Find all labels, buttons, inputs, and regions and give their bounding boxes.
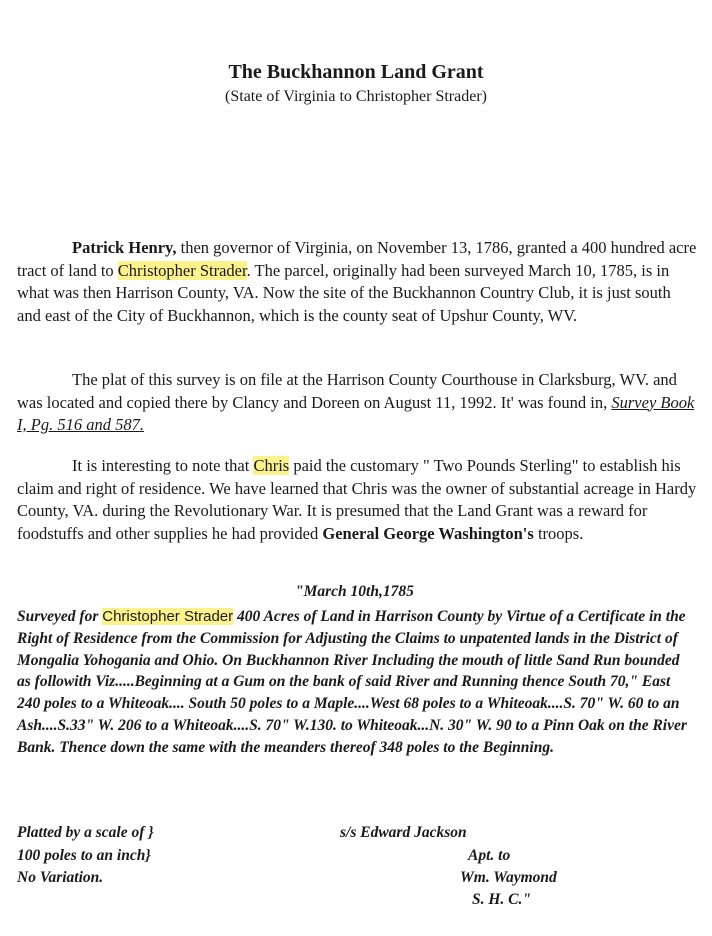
washington-name: General George Washington's — [322, 523, 534, 543]
quote-date: "March 10th,1785 — [295, 583, 414, 600]
page-title: The Buckhannon Land Grant — [228, 61, 484, 83]
signature-right-line-3: Wm. Waymond — [460, 869, 557, 886]
paragraph-text: paid the customary " Two Pounds Sterling" to establish his claim and right of residence. We have learned that Chris was the owner of substantial acreage in Hardy County, VA. during the Revolutionary War. It is presumed that the Land Grant was a reward for foodstuffs and other supplies he had provided — [17, 456, 697, 543]
signature-right-line-4: S. H. C." — [472, 891, 531, 908]
signature-left-line-3: No Variation. — [17, 869, 104, 886]
highlighted-name: Chris — [253, 456, 290, 475]
signature-left-line-2: 100 poles to an inch} — [17, 847, 151, 864]
paragraph-interesting — [17, 455, 697, 545]
paragraph-grant — [17, 237, 697, 327]
paragraph-text: troops. — [533, 523, 584, 543]
survey-book-reference: Survey Book I, Pg. 516 and 587. — [17, 392, 695, 434]
page-subtitle: (State of Virginia to Christopher Strader) — [225, 88, 487, 105]
signature-left-line-1: Platted by a scale of } — [17, 824, 154, 841]
paragraph-text: then governor of Virginia, on November 13, 1786, granted a 400 hundred acre tract of land to — [17, 238, 697, 280]
paragraph-text: The plat of this survey is on file at the Harrison County Courthouse in Clarksburg, WV. and was located and copied there by Clancy and Doreen on August 11, 1992. It' was found in, — [17, 370, 677, 412]
paragraph-text: . The parcel, originally had been surveyed March 10, 1785, is in what was then Harrison County, VA. Now the site of the Buckhannon Country Club, it is just south and east of the City of Buckhannon, which is the county seat of Upshur County, WV. — [17, 260, 671, 325]
paragraph-text: It is interesting to note that — [72, 456, 254, 475]
highlighted-name: Christopher Strader — [117, 260, 247, 280]
quote-text: 400 Acres of Land in Harrison County by Virtue of a Certificate in the Right of Residence from the Commission for Adjusting the Claims to unpatented lands in the District of Mongalia Yohogania and Ohio. On Buckhannon River Including the mouth of little Sand Run bounded as followith Viz.....Beginning at a Gum on the bank of said River and Running thence South 70," East 240 poles to a Whiteoak.... South 50 poles to a Maple....West 68 poles to a Whiteoak....S. 70" W. 60 to an Ash....S.33" W. 206 to a Whiteoak....S. 70" W.130. to Whiteoak...N. 30" W. 90 to a Pinn Oak on the River Bank. Thence down the same with the meanders thereof 348 poles to the Beginning. — [17, 608, 687, 756]
signature-right-line-2: Apt. to — [468, 847, 511, 864]
patrick-henry-name: Patrick Henry, — [72, 238, 177, 257]
signature-right-line-1: s/s Edward Jackson — [340, 824, 467, 841]
paragraph-plat — [17, 369, 697, 437]
quote-text: Surveyed for — [17, 608, 103, 625]
highlighted-name: Christopher Strader — [102, 608, 234, 625]
survey-quote — [17, 606, 692, 759]
